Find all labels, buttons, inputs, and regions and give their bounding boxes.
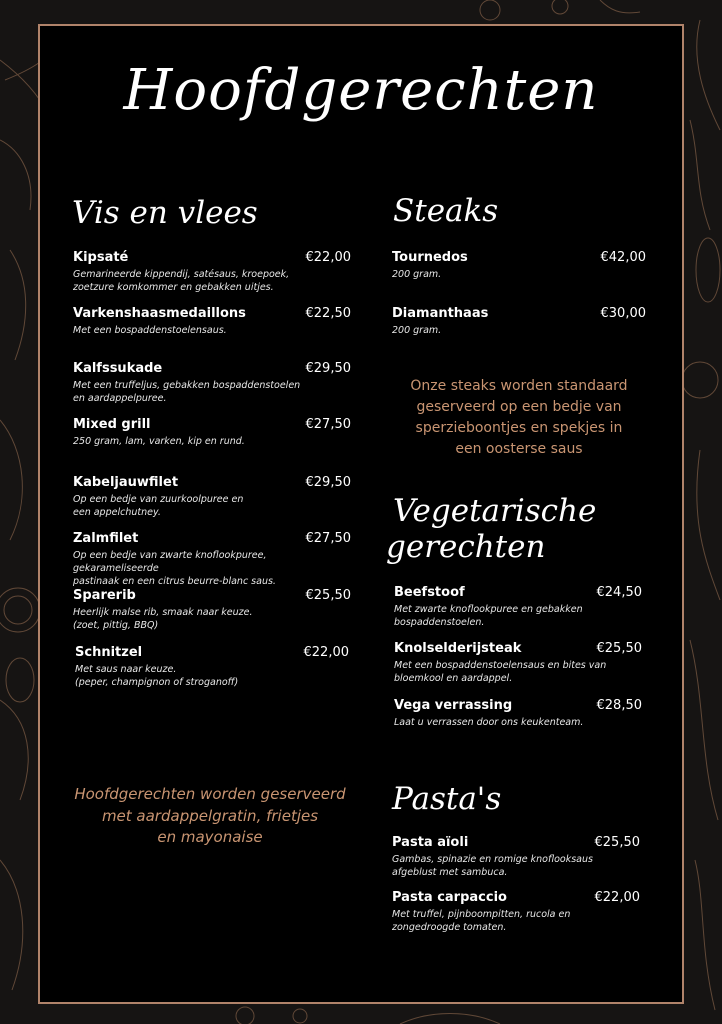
item-price: €30,00 <box>600 306 646 321</box>
steaks-note: Onze steaks worden standaard geserveerd op een bedje van sperzieboontjes en spekjes in een oosterse saus <box>410 378 628 457</box>
menu-item <box>73 250 351 294</box>
item-name: Varkenshaasmedaillons <box>73 306 246 321</box>
item-name: Kabeljauwfilet <box>73 475 179 490</box>
item-name: Beefstoof <box>394 585 465 600</box>
menu-item <box>73 417 351 448</box>
item-description: Op een bedje van zuurkoolpuree en een appelchutney. <box>73 494 244 518</box>
item-name: Knolselderijsteak <box>394 641 522 656</box>
menu-item <box>392 250 646 281</box>
item-price: €22,00 <box>594 890 640 905</box>
item-description: Gambas, spinazie en romige knoflooksaus afgeblust met sambuca. <box>392 854 593 878</box>
item-price: €22,00 <box>303 645 349 660</box>
item-description: 200 gram. <box>392 325 442 336</box>
page-title: Hoofdgerechten <box>123 58 599 123</box>
menu-item <box>73 531 351 588</box>
item-description: Met een truffeljus, gebakken bospaddenstoelen en aardappelpuree. <box>73 380 301 404</box>
item-price: €25,50 <box>305 588 351 603</box>
menu-item <box>73 588 351 632</box>
item-description: Heerlijk malse rib, smaak naar keuze. (zoet, pittig, BBQ) <box>73 607 253 631</box>
menu-item <box>394 585 642 629</box>
item-price: €29,50 <box>305 361 351 376</box>
item-name: Schnitzel <box>75 645 143 660</box>
item-name: Zalmfilet <box>73 531 139 546</box>
menu-item <box>73 361 351 405</box>
menu-item <box>75 645 349 689</box>
item-description: Gemarineerde kippendij, satésaus, kroepoek, zoetzure komkommer en gebakken uitjes. <box>73 269 290 293</box>
menu-item <box>394 641 642 685</box>
item-name: Kalfssukade <box>73 361 163 376</box>
item-price: €25,50 <box>594 835 640 850</box>
item-price: €28,50 <box>596 698 642 713</box>
section-title-vegetarisch-line2: gerechten <box>386 529 546 565</box>
item-price: €22,50 <box>305 306 351 321</box>
section-title-pastas: Pasta's <box>392 781 502 817</box>
item-name: Pasta aïoli <box>392 835 469 850</box>
item-price: €27,50 <box>305 417 351 432</box>
item-price: €27,50 <box>305 531 351 546</box>
item-price: €24,50 <box>596 585 642 600</box>
item-description: Laat u verrassen door ons keukenteam. <box>394 717 584 728</box>
section-title-vis-en-vlees: Vis en vlees <box>72 195 258 231</box>
menu-item <box>392 306 646 337</box>
item-description: Met een bospaddenstoelensaus en bites van bloemkool en aardappel. <box>394 660 607 684</box>
item-price: €25,50 <box>596 641 642 656</box>
item-name: Pasta carpaccio <box>392 890 507 905</box>
item-name: Diamanthaas <box>392 306 489 321</box>
item-description: Op een bedje van zwarte knoflookpuree, gekarameliseerde pastinaak en een citrus beurre-blanc saus. <box>73 550 276 587</box>
item-price: €22,00 <box>305 250 351 265</box>
section-title-steaks: Steaks <box>393 193 499 229</box>
menu-item <box>73 306 351 337</box>
item-name: Tournedos <box>392 250 468 265</box>
section-title-vegetarisch-line1: Vegetarische <box>393 493 597 529</box>
item-description: 200 gram. <box>392 269 442 280</box>
item-description: 250 gram, lam, varken, kip en rund. <box>73 436 245 447</box>
item-description: Met zwarte knoflookpuree en gebakken bospaddenstoelen. <box>394 604 583 628</box>
menu-item <box>392 890 640 934</box>
item-name: Kipsaté <box>73 250 129 265</box>
item-description: Met truffel, pijnboompitten, rucola en zongedroogde tomaten. <box>392 909 571 933</box>
item-name: Sparerib <box>73 588 136 603</box>
item-price: €42,00 <box>600 250 646 265</box>
item-name: Mixed grill <box>73 417 151 432</box>
item-description: Met een bospaddenstoelensaus. <box>73 325 227 336</box>
item-price: €29,50 <box>305 475 351 490</box>
item-description: Met saus naar keuze. (peper, champignon of stroganoff) <box>75 664 239 688</box>
item-name: Vega verrassing <box>394 698 513 713</box>
menu-item <box>392 835 640 879</box>
menu-item <box>73 475 351 519</box>
side-dishes-note: Hoofdgerechten worden geserveerd met aardappelgratin, frietjes en mayonaise <box>74 785 346 846</box>
menu-item <box>394 698 642 729</box>
